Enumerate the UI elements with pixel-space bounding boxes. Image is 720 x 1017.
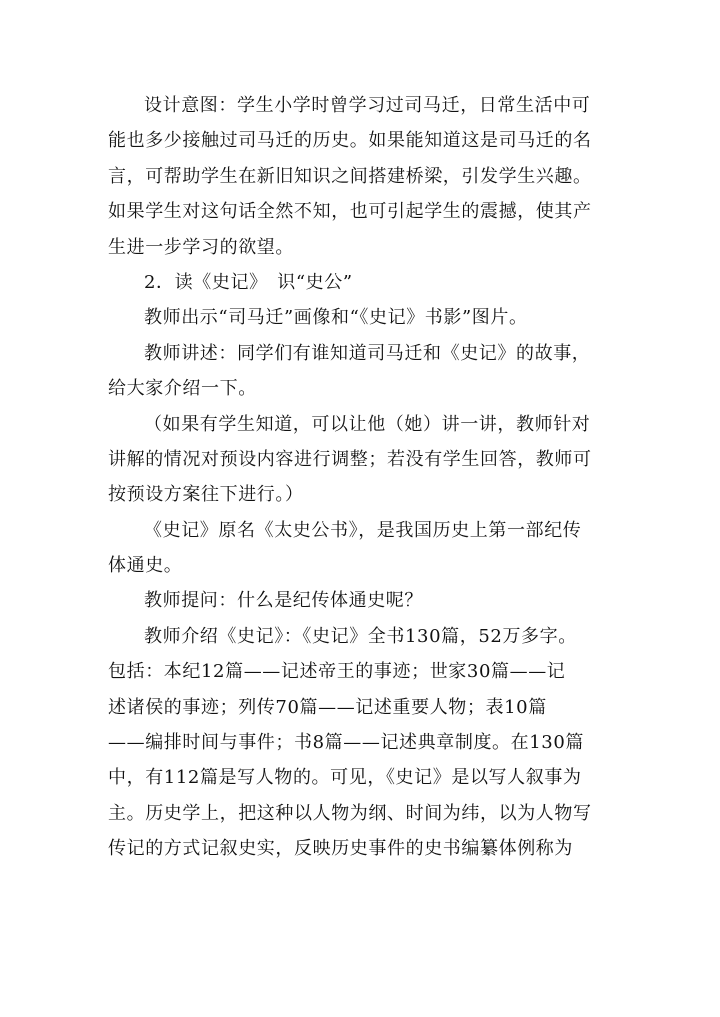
- paragraph-line: ——编排时间与事件；书8篇——记述典章制度。在130篇: [108, 732, 585, 754]
- paragraph-line: 如果学生对这句话全然不知，也可引起学生的震撼，使其产: [108, 201, 592, 223]
- paragraph-line: 言，可帮助学生在新旧知识之间搭建桥梁，引发学生兴趣。: [108, 165, 592, 187]
- paragraph-line: 给大家介绍一下。: [108, 378, 257, 400]
- body-text: [108, 88, 612, 867]
- paragraph-line: 讲解的情况对预设内容进行调整；若没有学生回答，教师可: [108, 448, 592, 470]
- paragraph-line: 教师介绍《史记》：《史记》全书130篇，52万多字。: [144, 625, 577, 647]
- paragraph-line: 设计意图：学生小学时曾学习过司马迁，日常生活中可: [144, 95, 591, 116]
- paragraph-line: 体通史。: [108, 555, 183, 577]
- paragraph-line: 中，有112篇是写人物的。可见，《史记》是以写人叙事为: [108, 767, 582, 789]
- paragraph-line: 《史记》原名《太史公书》，是我国历史上第一部纪传: [144, 519, 582, 541]
- paragraph-line: 教师出示“司马迁”画像和“《史记》书影”图片。: [144, 307, 528, 329]
- paragraph-line: 包括：本纪12篇——记述帝王的事迹；世家30篇——记: [108, 661, 566, 683]
- paragraph-line: 传记的方式记叙史实，反映历史事件的史书编纂体例称为: [108, 838, 573, 860]
- paragraph-line: 主。历史学上，把这种以人物为纲、时间为纬，以为人物写: [108, 802, 592, 824]
- paragraph-line: 教师提问：什么是纪传体通史呢？: [144, 590, 423, 612]
- paragraph-line: （如果有学生知道，可以让他（她）讲一讲，教师针对: [144, 413, 591, 435]
- paragraph-line: 生进一步学习的欲望。: [108, 236, 294, 258]
- paragraph-line: 按预设方案往下进行。）: [108, 484, 304, 506]
- paragraph-line: 能也多少接触过司马迁的历史。如果能知道这是司马迁的名: [108, 130, 592, 152]
- section-heading: 2．读《史记》 识“史公”: [144, 271, 353, 293]
- paragraph-line: 教师讲述：同学们有谁知道司马迁和《史记》的故事，: [144, 342, 591, 364]
- paragraph-line: 述诸侯的事迹；列传70篇——记述重要人物；表10篇: [108, 696, 547, 718]
